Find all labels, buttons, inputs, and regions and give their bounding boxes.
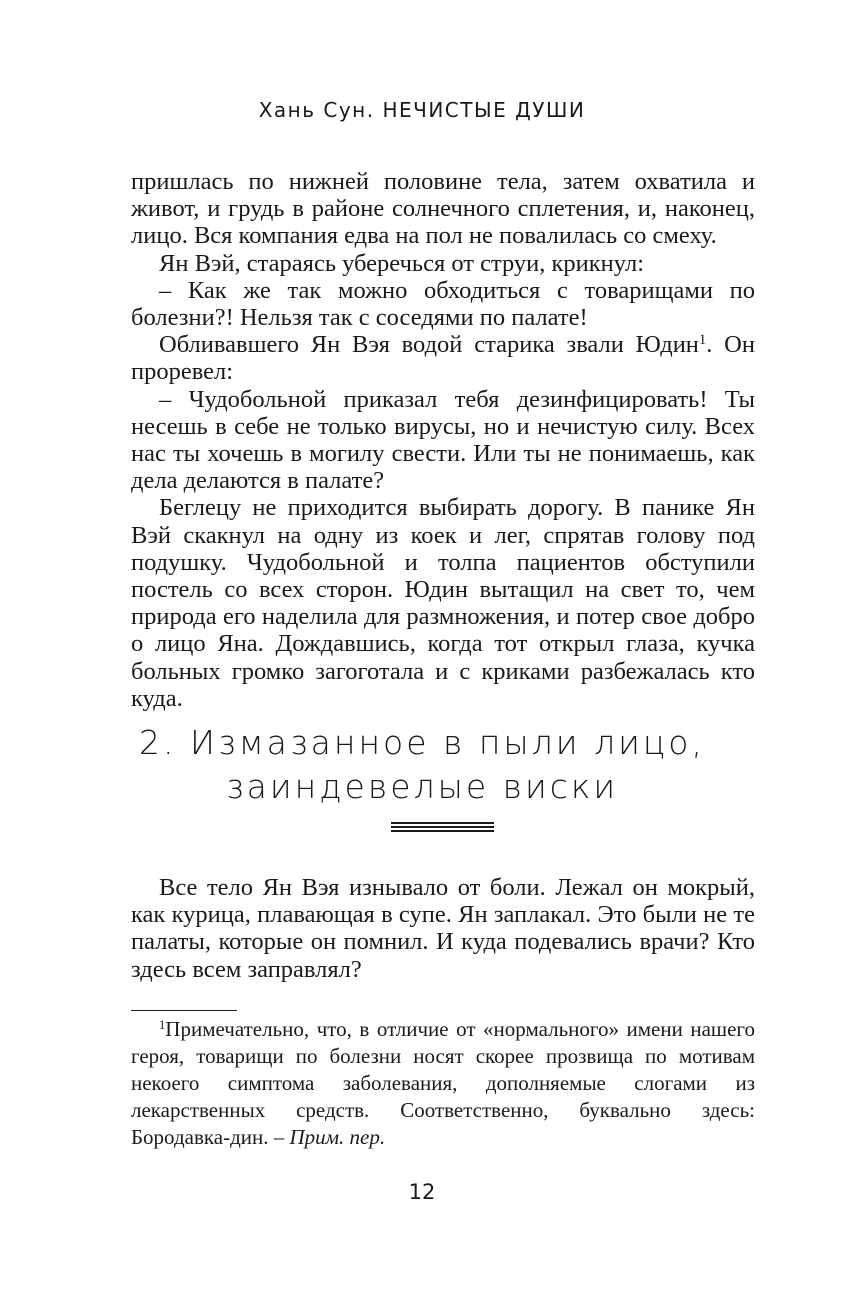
ornament-rule	[391, 822, 494, 824]
chapter-heading	[0, 721, 844, 809]
footnote-text: Примечательно, что, в отличие от «нормального» имени нашего героя, товарищи по болезни носят скорее прозвища по мотивам некоего симптома заболевания, дополняемые слогами из лекарственных средств. Соответственно, буквально здесь: Бородавка-дин. –	[131, 1017, 755, 1149]
paragraph: Ян Вэй, стараясь уберечься от струи, крикнул:	[159, 249, 644, 277]
footnote-marker: 1	[159, 1018, 166, 1033]
footnote	[131, 1016, 755, 1151]
ornament-rule	[391, 830, 494, 832]
running-head: Хань Сун. НЕЧИСТЫЕ ДУШИ	[258, 98, 586, 122]
main-text-bottom	[131, 874, 755, 983]
footnote-divider	[131, 1010, 237, 1011]
paragraph: Все тело Ян Вэя изнывало от боли. Лежал он мокрый, как курица, плавающая в супе. Ян заплакал. Это были не те палаты, которые он помнил. И куда подевались врачи? Кто здесь всем заправлял?	[131, 874, 755, 983]
paragraph: Беглецу не приходится выбирать дорогу. В панике Ян Вэй скакнул на одну из коек и лег, спрятав голову под подушку. Чудобольной и толпа пациентов обступили постель со всех сторон. Юдин вытащил на свет то, чем природа его наделила для размножения, и потер свое добро о лицо Яна. Дождавшись, когда тот открыл глаза, кучка больных громко загоготала и с криками разбежалась кто куда.	[131, 494, 755, 712]
translator-note-label: Прим. пер.	[289, 1125, 386, 1149]
ornament-rule	[391, 826, 494, 828]
paragraph-text: . Он проревел:	[131, 331, 755, 386]
page-number: 12	[408, 1180, 436, 1204]
paragraph	[131, 331, 755, 385]
chapter-heading-line: заиндевелые виски	[225, 767, 619, 806]
paragraph: – Чудобольной приказал тебя дезинфицировать! Ты несешь в себе не только вирусы, но и нечистую силу. Всех нас ты хочешь в могилу свести. Или ты не понимаешь, как дела делаются в палате?	[131, 385, 755, 495]
footnote-reference: 1	[698, 332, 707, 349]
paragraph-text: Обливавшего Ян Вэя водой старика звали Юдин	[159, 331, 699, 359]
paragraph: – Как же так можно обходиться с товарищами по болезни?! Нельзя так с соседями по палате!	[131, 276, 755, 332]
chapter-ornament	[391, 822, 494, 834]
chapter-heading-line: 2. Измазанное в пыли лицо,	[139, 723, 705, 762]
paragraph: пришлась по нижней половине тела, затем охватила и живот, и грудь в районе солнечного сплетения, и, наконец, лицо. Вся компания едва на пол не повалилась со смеху.	[131, 168, 755, 250]
main-text-top	[131, 168, 755, 712]
